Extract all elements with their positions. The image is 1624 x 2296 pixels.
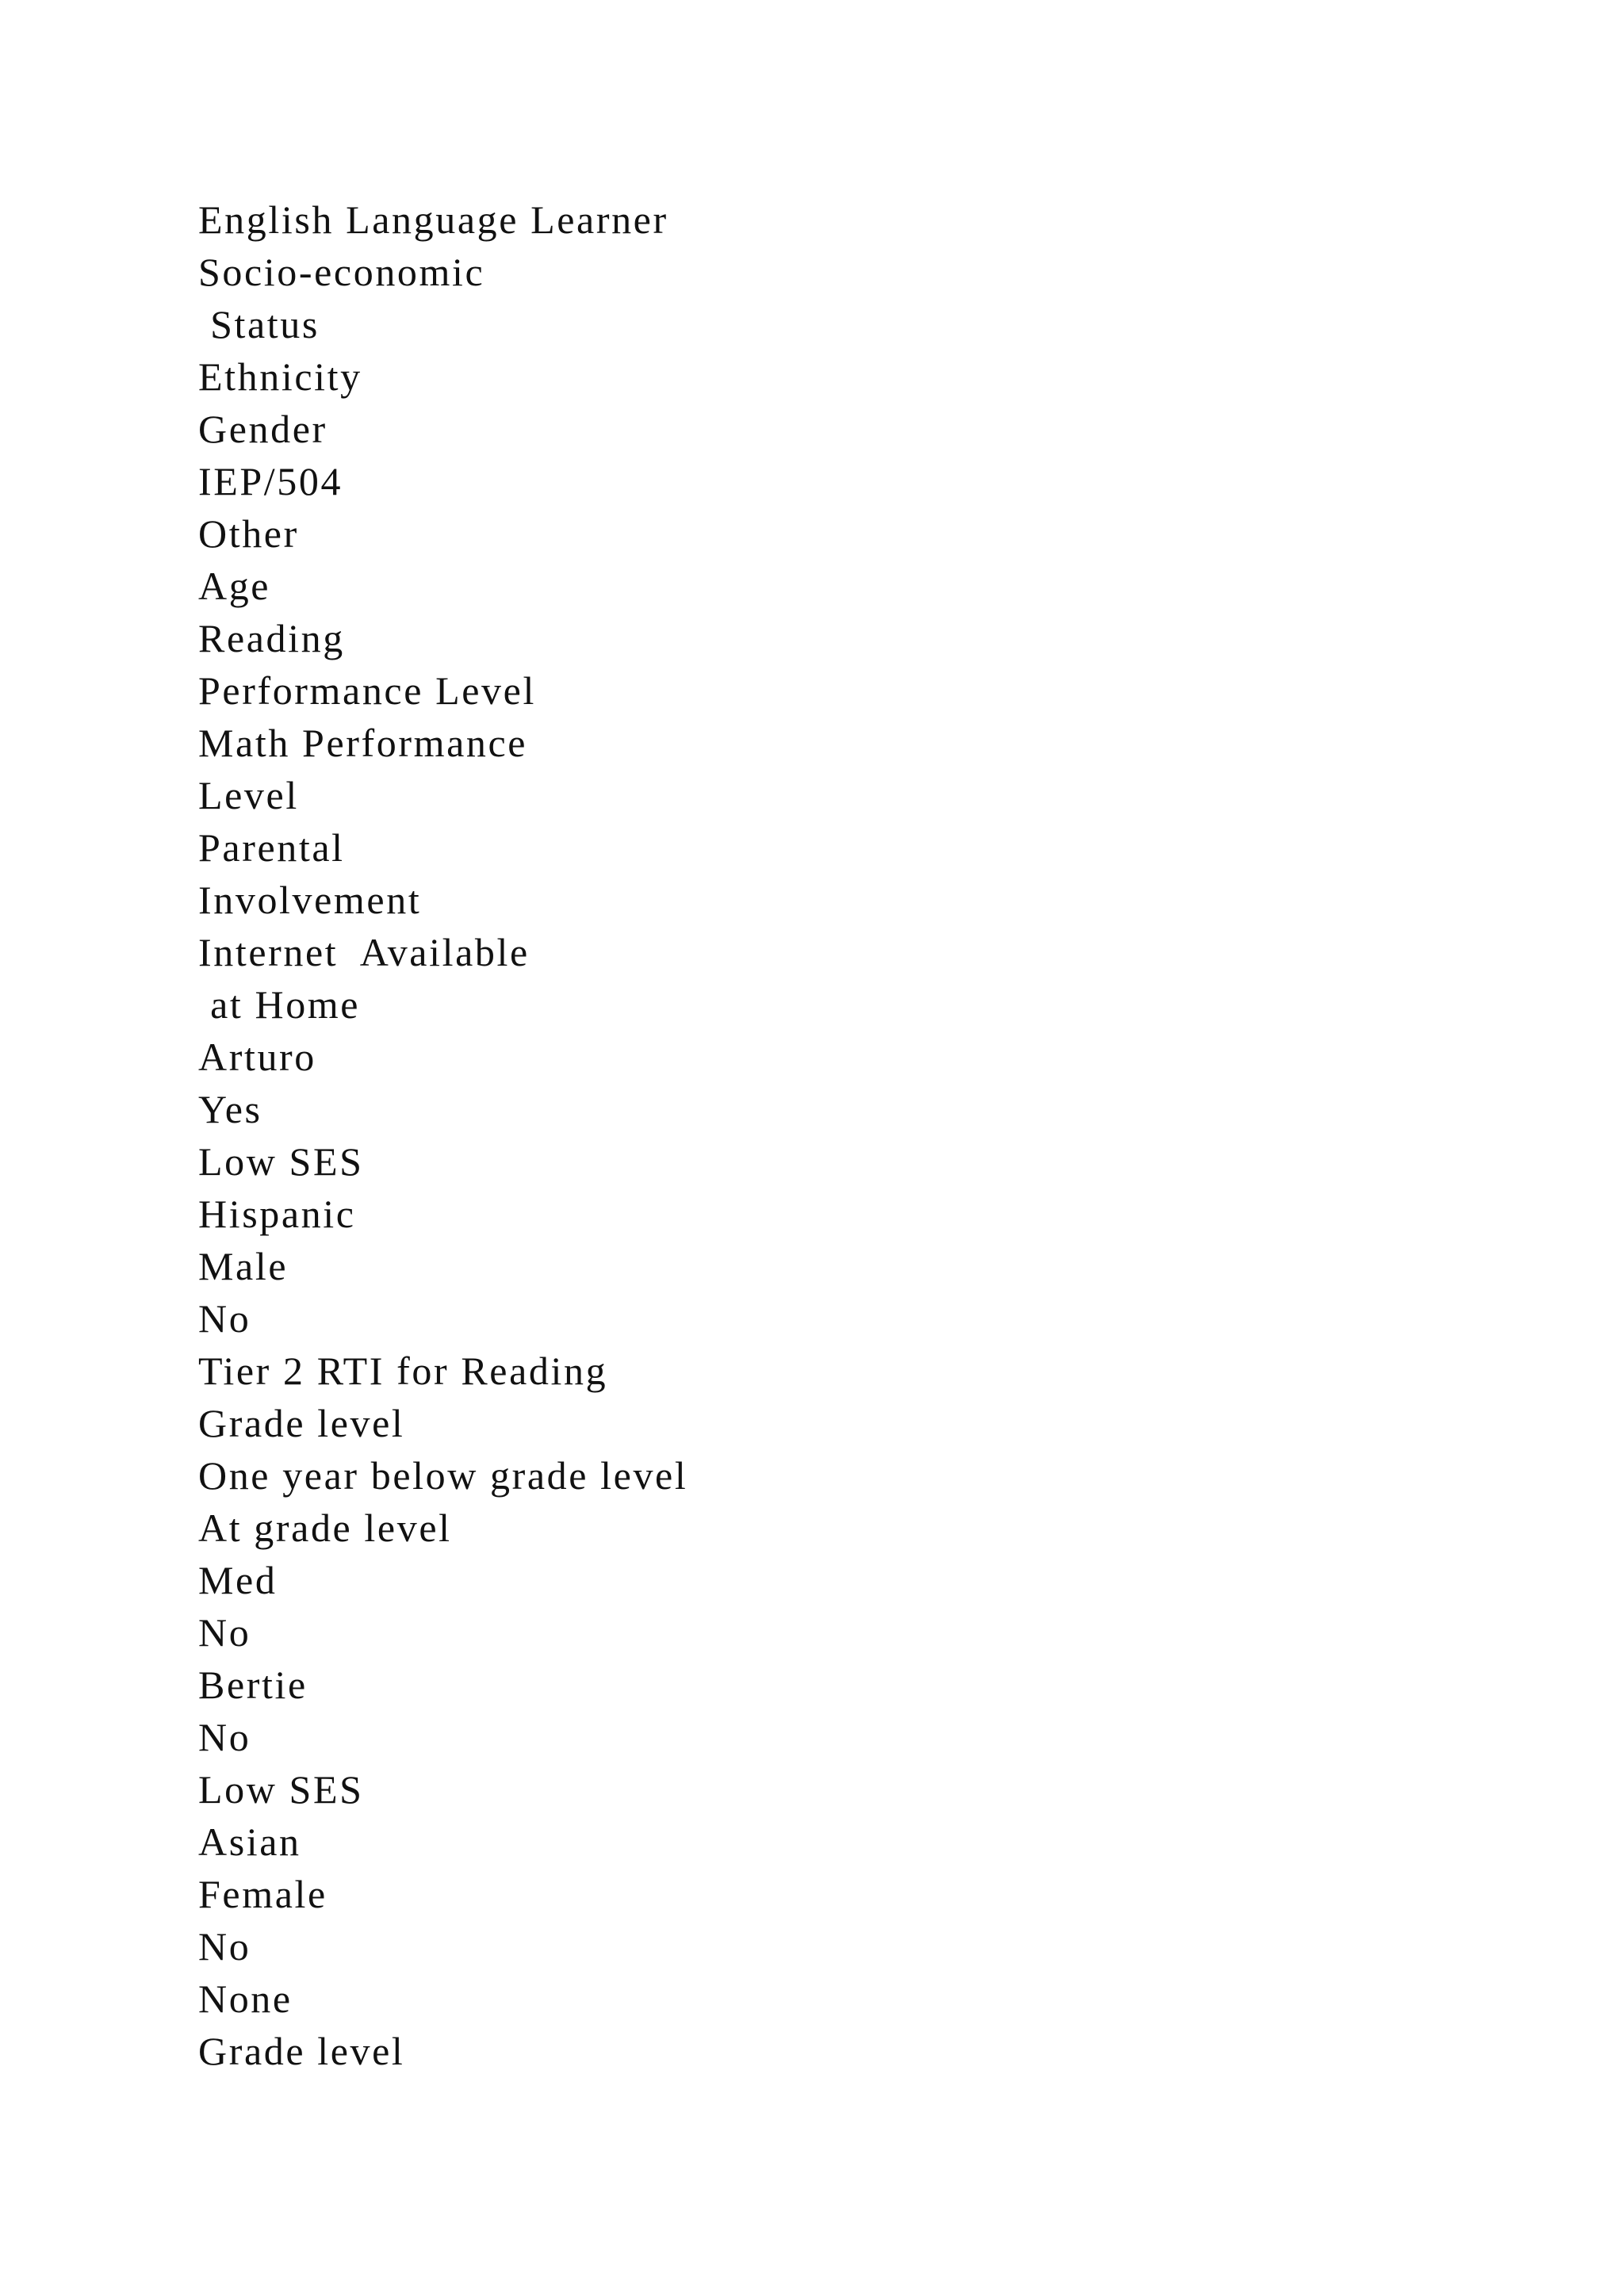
text-line: Low SES — [198, 1139, 364, 1184]
text-line: No — [198, 1715, 251, 1759]
text-line: Other — [198, 511, 299, 556]
text-line: Grade level — [198, 2029, 405, 2073]
text-line: English Language Learner — [198, 197, 668, 242]
text-line: Socio-economic — [198, 250, 485, 294]
text-line: None — [198, 1976, 293, 2021]
text-line: Math Performance — [198, 721, 528, 765]
text-line: Grade level — [198, 1401, 405, 1445]
text-line: Low SES — [198, 1767, 364, 1812]
text-line: Gender — [198, 407, 327, 451]
text-line: IEP/504 — [198, 459, 343, 503]
text-line: No — [198, 1296, 251, 1341]
text-line: Internet Available — [198, 930, 530, 974]
text-line: One year below grade level — [198, 1453, 688, 1498]
text-line: Female — [198, 1872, 327, 1916]
text-line: Performance Level — [198, 668, 536, 713]
document-text — [198, 193, 1546, 2077]
text-line: Bertie — [198, 1663, 308, 1707]
text-line: At grade level — [198, 1506, 452, 1550]
text-line: No — [198, 1924, 251, 1969]
text-line: at Home — [198, 982, 361, 1027]
text-line: Ethnicity — [198, 354, 362, 399]
text-line: Reading — [198, 616, 345, 660]
text-line: Status — [198, 302, 320, 346]
text-line: No — [198, 1610, 251, 1655]
text-line: Hispanic — [198, 1192, 356, 1236]
text-line: Med — [198, 1558, 278, 1602]
text-line: Level — [198, 773, 299, 817]
text-line: Age — [198, 564, 271, 608]
text-line: Involvement — [198, 878, 422, 922]
text-line: Male — [198, 1244, 289, 1288]
text-line: Yes — [198, 1087, 262, 1131]
text-line: Arturo — [198, 1035, 316, 1079]
text-line: Parental — [198, 825, 345, 870]
text-line: Tier 2 RTI for Reading — [198, 1349, 608, 1393]
text-line: Asian — [198, 1820, 301, 1864]
